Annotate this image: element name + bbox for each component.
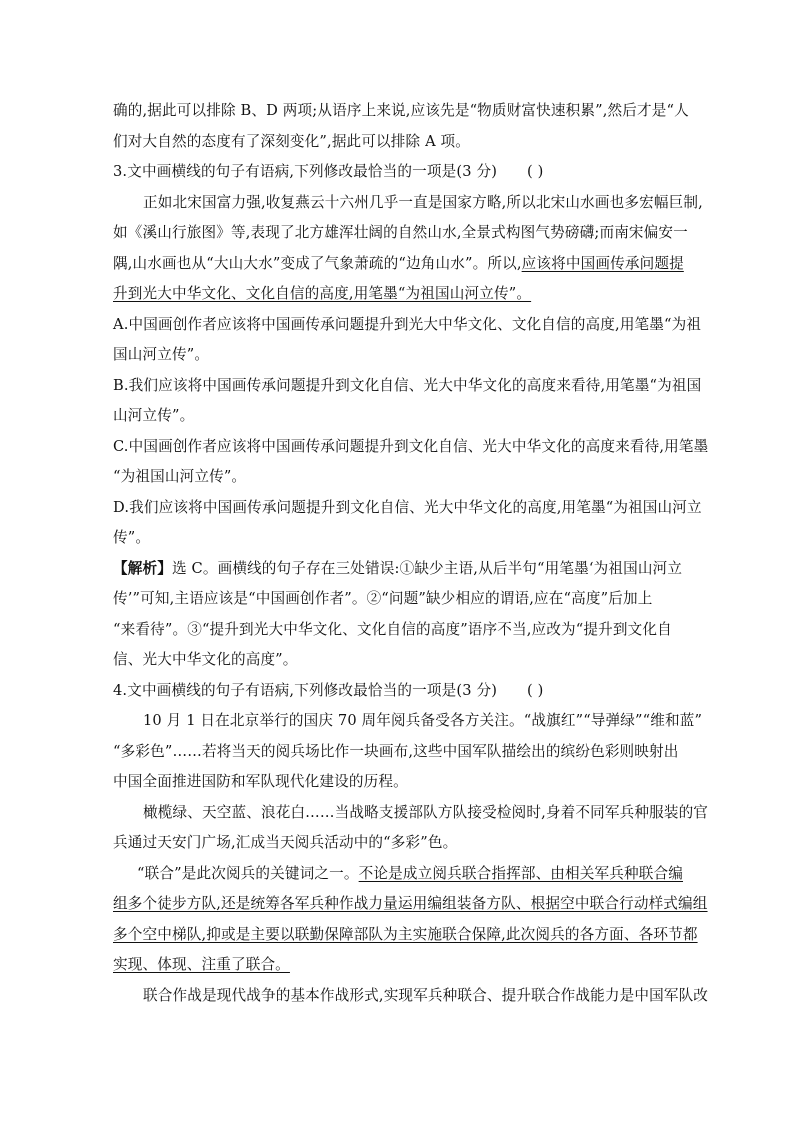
analysis-line-3: “来看待”。③“提升到光大中华文化、文化自信的高度”语序不当,应改为“提升到文化自 <box>113 620 672 638</box>
underlined-sentence-3-end: 升到光大中华文化、文化自信的高度,用笔墨“为祖国山河立传”。 <box>113 285 532 302</box>
option-a-line-1: A.中国画创作者应该将中国画传承问题提升到光大中华文化、文化自信的高度,用笔墨“为祖 <box>113 315 702 333</box>
passage-3-line-3 <box>113 249 688 280</box>
passage-4-line-3: 中国全面推进国防和军队现代化建设的历程。 <box>113 773 408 790</box>
passage-3-line-1: 正如北宋国富力强,收复燕云十六州几乎一直是国家方略,所以北宋山水画也多宏幅巨制, <box>143 193 703 211</box>
option-c-line-2: “为祖国山河立传”。 <box>113 468 247 485</box>
passage-4-line-8 <box>113 920 698 951</box>
underlined-sentence-4-part-3: 多个空中梯队,抑或是主要以联勤保障部队为主实施联合保障,此次阅兵的各方面、各环节都 <box>113 925 698 943</box>
passage-4-line-1: 10 月 1 日在北京举行的国庆 70 周年阅兵备受各方关注。“战旗红”“导弹绿”“维和蓝” <box>143 712 703 729</box>
question-4-stem <box>113 676 688 707</box>
analysis-line-4: 信、光大中华文化的高度”。 <box>113 651 298 668</box>
passage-3-line-3-plain: 隅,山水画也从“大山大水”变成了气象萧疏的“边角山水”。所以, <box>113 254 522 272</box>
underlined-sentence-4-part-2: 组多个徒步方队,还是统筹各军兵种作战力量运用编组装备方队、根据空中联合行动样式编组 <box>113 895 708 912</box>
text-line-1: 确的,据此可以排除 B、D 两项;从语序上来说,应该先是“物质财富快速积累”,然后才是“人 <box>113 102 689 119</box>
passage-4-line-2: “多彩色”……若将当天的阅兵场比作一块画布,这些中国军队描绘出的缤纷色彩则映射出 <box>113 742 679 760</box>
analysis-line-2: 传’”可知,主语应该是“中国画创作者”。②“问题”缺少相应的谓语,应在“高度”后加上 <box>113 590 653 607</box>
passage-4-line-9 <box>113 950 688 981</box>
passage-4-line-5: 兵通过天安门广场,汇成当天阅兵活动中的“多彩”色。 <box>113 834 458 851</box>
document-page <box>113 96 709 1011</box>
analysis-label: 【解析】 <box>113 559 172 577</box>
option-d-line-1: D.我们应该将中国画传承问题提升到文化自信、光大中华文化的高度,用笔墨“为祖国山河立 <box>113 498 702 516</box>
question-3-text: 3.文中画横线的句子有语病,下列修改最恰当的一项是(3 分) <box>113 163 498 180</box>
underlined-sentence-4-start: 不论是成立阅兵联合指挥部、由相关军兵种联合编 <box>358 864 684 882</box>
analysis-line-1 <box>113 554 688 585</box>
option-b-line-2: 山河立传”。 <box>113 407 195 424</box>
option-c-line-1: C.中国画创作者应该将中国画传承问题提升到文化自信、光大中华文化的高度来看待,用笔墨 <box>113 437 709 455</box>
passage-4-line-7 <box>113 889 708 920</box>
passage-4-line-6-plain: “联合”是此次阅兵的关键词之一。 <box>137 864 359 882</box>
question-3-answer-bracket: ( ) <box>527 163 544 180</box>
option-b-line-1: B.我们应该将中国画传承问题提升到文化自信、光大中华文化的高度来看待,用笔墨“为祖国 <box>113 376 702 394</box>
option-a-line-2: 国山河立传”。 <box>113 346 210 363</box>
passage-4-line-4: 橄榄绿、天空蓝、浪花白……当战略支援部队方队接受检阅时,身着不同军兵种服装的官 <box>143 803 709 821</box>
text-line-2: 们对大自然的态度有了深刻变化”,据此可以排除 A 项。 <box>113 132 471 150</box>
passage-4-line-6 <box>113 859 688 890</box>
passage-3-line-4 <box>113 279 688 310</box>
underlined-sentence-3-start: 应该将中国画传承问题提 <box>521 254 684 272</box>
option-d-line-2: 传”。 <box>113 529 151 546</box>
passage-3-line-2: 如《溪山行旅图》等,表现了北方雄浑壮阔的自然山水,全景式构图气势磅礴;而南宋偏安一 <box>113 224 688 241</box>
passage-4-line-10: 联合作战是现代战争的基本作战形式,实现军兵种联合、提升联合作战能力是中国军队改 <box>143 986 709 1004</box>
question-4-text: 4.文中画横线的句子有语病,下列修改最恰当的一项是(3 分) <box>113 681 498 699</box>
analysis-text-1: 选 C。画横线的句子存在三处错误:①缺少主语,从后半句“用笔墨‘为祖国山河立 <box>171 559 683 577</box>
underlined-sentence-4-end: 实现、体现、注重了联合。 <box>113 956 290 973</box>
question-3-stem <box>113 157 688 188</box>
question-4-answer-bracket: ( ) <box>527 681 544 699</box>
